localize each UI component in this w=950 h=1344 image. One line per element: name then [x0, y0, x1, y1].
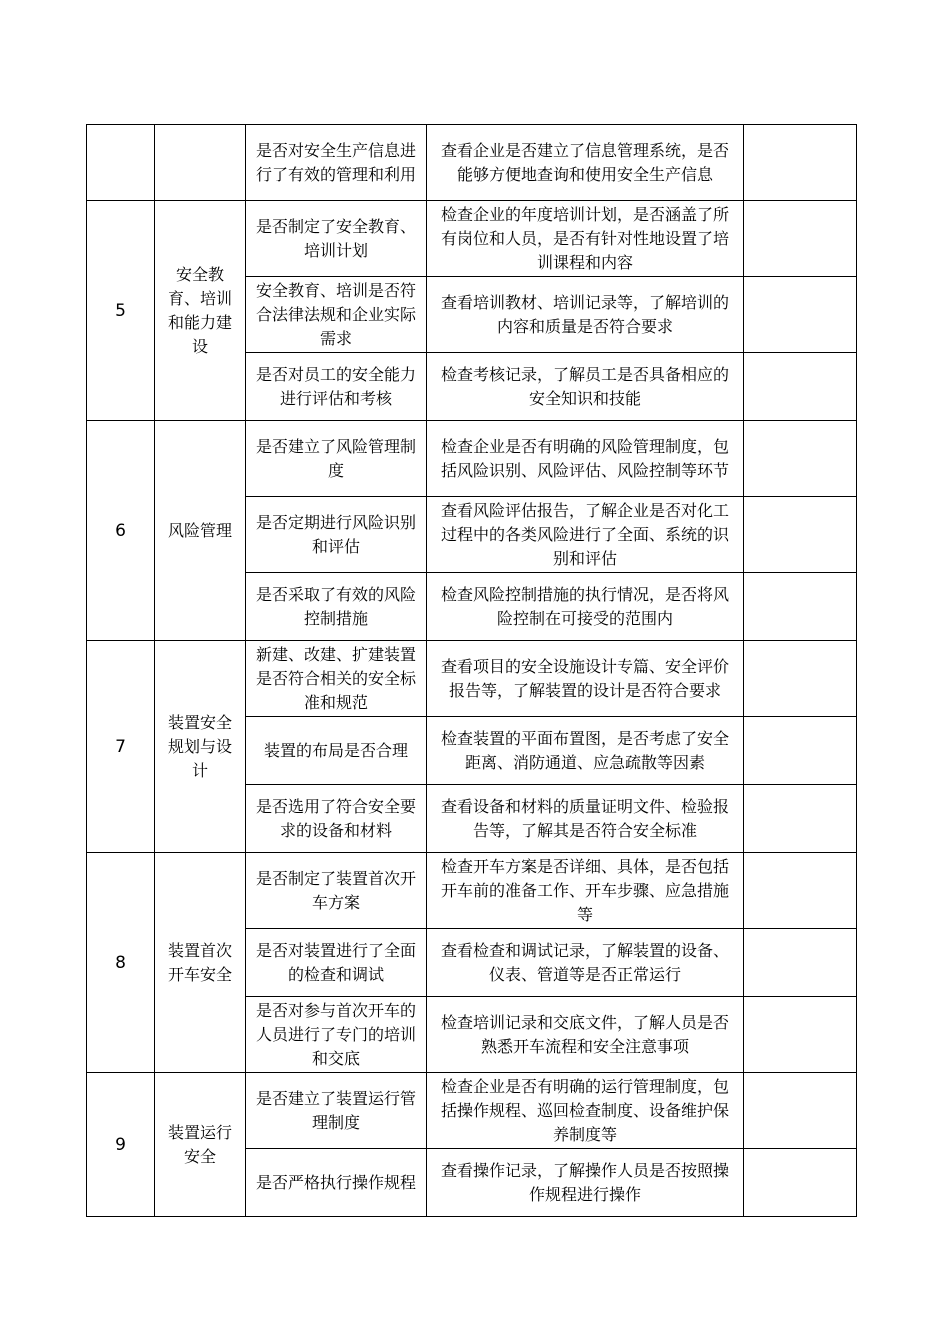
check-method: 检查风险控制措施的执行情况，是否将风险控制在可接受的范围内: [427, 573, 744, 641]
safety-checklist-table: [86, 124, 857, 1217]
row-number: [87, 125, 155, 201]
check-item: 是否对安全生产信息进行了有效的管理和利用: [246, 125, 427, 201]
category-cell: 装置运行安全: [155, 1073, 246, 1217]
check-method: 查看项目的安全设施设计专篇、安全评价报告等，了解装置的设计是否符合要求: [427, 641, 744, 717]
table-row: [87, 853, 857, 929]
check-method: 检查培训记录和交底文件，了解人员是否熟悉开车流程和安全注意事项: [427, 997, 744, 1073]
check-item: 是否制定了装置首次开车方案: [246, 853, 427, 929]
table-row: [87, 201, 857, 277]
check-method: 检查考核记录，了解员工是否具备相应的安全知识和技能: [427, 353, 744, 421]
check-method: 查看培训教材、培训记录等，了解培训的内容和质量是否符合要求: [427, 277, 744, 353]
check-method: 检查企业是否有明确的运行管理制度，包括操作规程、巡回检查制度、设备维护保养制度等: [427, 1073, 744, 1149]
check-result: [744, 997, 857, 1073]
check-method: 查看企业是否建立了信息管理系统，是否能够方便地查询和使用安全生产信息: [427, 125, 744, 201]
category-cell: 安全教育、培训和能力建设: [155, 201, 246, 421]
row-number: 7: [87, 641, 155, 853]
check-item: 是否选用了符合安全要求的设备和材料: [246, 785, 427, 853]
table-row: [87, 125, 857, 201]
check-result: [744, 929, 857, 997]
check-method: 查看设备和材料的质量证明文件、检验报告等，了解其是否符合安全标准: [427, 785, 744, 853]
row-number: 9: [87, 1073, 155, 1217]
category-cell: 装置安全规划与设计: [155, 641, 246, 853]
check-item: 新建、改建、扩建装置是否符合相关的安全标准和规范: [246, 641, 427, 717]
check-method: 检查企业是否有明确的风险管理制度，包括风险识别、风险评估、风险控制等环节: [427, 421, 744, 497]
check-result: [744, 641, 857, 717]
check-result: [744, 1149, 857, 1217]
check-result: [744, 125, 857, 201]
check-item: 是否对参与首次开车的人员进行了专门的培训和交底: [246, 997, 427, 1073]
check-item: 是否制定了安全教育、培训计划: [246, 201, 427, 277]
check-result: [744, 353, 857, 421]
check-item: 安全教育、培训是否符合法律法规和企业实际需求: [246, 277, 427, 353]
check-item: 是否建立了风险管理制度: [246, 421, 427, 497]
table-row: [87, 641, 857, 717]
check-item: 是否采取了有效的风险控制措施: [246, 573, 427, 641]
category-cell: 风险管理: [155, 421, 246, 641]
check-item: 是否建立了装置运行管理制度: [246, 1073, 427, 1149]
check-result: [744, 853, 857, 929]
category-cell: 装置首次开车安全: [155, 853, 246, 1073]
category-cell: [155, 125, 246, 201]
check-method: 检查企业的年度培训计划，是否涵盖了所有岗位和人员，是否有针对性地设置了培训课程和内容: [427, 201, 744, 277]
row-number: 6: [87, 421, 155, 641]
check-item: 是否对装置进行了全面的检查和调试: [246, 929, 427, 997]
check-method: 查看风险评估报告，了解企业是否对化工过程中的各类风险进行了全面、系统的识别和评估: [427, 497, 744, 573]
check-result: [744, 785, 857, 853]
check-method: 查看操作记录，了解操作人员是否按照操作规程进行操作: [427, 1149, 744, 1217]
check-item: 是否严格执行操作规程: [246, 1149, 427, 1217]
check-item: 装置的布局是否合理: [246, 717, 427, 785]
check-result: [744, 497, 857, 573]
row-number: 5: [87, 201, 155, 421]
check-method: 查看检查和调试记录，了解装置的设备、仪表、管道等是否正常运行: [427, 929, 744, 997]
check-result: [744, 201, 857, 277]
check-item: 是否对员工的安全能力进行评估和考核: [246, 353, 427, 421]
check-item: 是否定期进行风险识别和评估: [246, 497, 427, 573]
check-result: [744, 717, 857, 785]
check-result: [744, 277, 857, 353]
check-result: [744, 1073, 857, 1149]
table-row: [87, 421, 857, 497]
check-method: 检查开车方案是否详细、具体，是否包括开车前的准备工作、开车步骤、应急措施等: [427, 853, 744, 929]
check-result: [744, 573, 857, 641]
check-method: 检查装置的平面布置图，是否考虑了安全距离、消防通道、应急疏散等因素: [427, 717, 744, 785]
row-number: 8: [87, 853, 155, 1073]
check-result: [744, 421, 857, 497]
table-row: [87, 1073, 857, 1149]
